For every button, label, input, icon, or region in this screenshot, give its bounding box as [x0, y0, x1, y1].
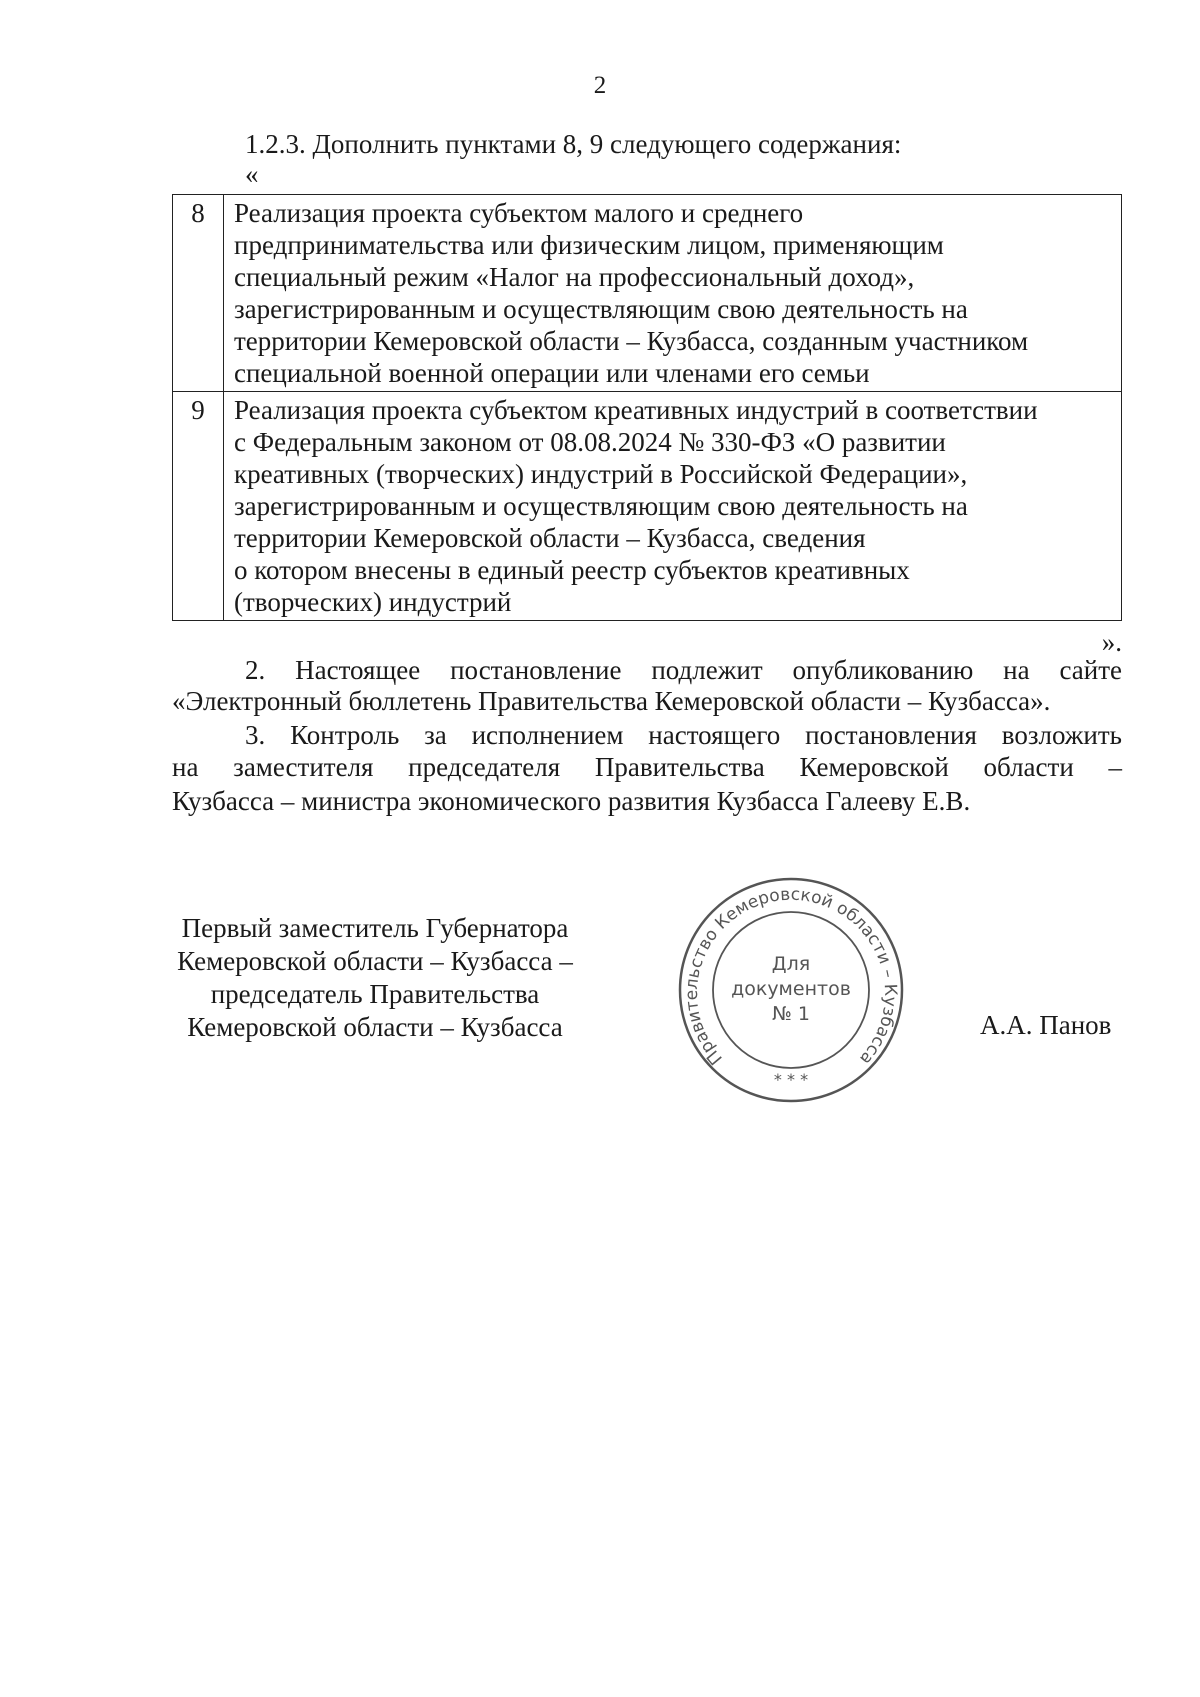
official-stamp: [676, 875, 906, 1105]
stamp-stars: * * *: [773, 1070, 809, 1089]
signer-position-line: Кемеровской области – Кузбасса: [187, 1012, 563, 1042]
stamp-center-line: документов: [731, 978, 851, 1000]
paragraph-2-line: 2. Настоящее постановление подлежит опубликованию на сайте: [245, 655, 1122, 685]
row-text: [224, 195, 1122, 392]
row-text-line: (творческих) индустрий: [234, 587, 512, 617]
row-text-line: зарегистрированным и осуществляющим свою деятельность на: [234, 491, 968, 521]
close-quote: ».: [1101, 627, 1122, 657]
paragraph-3-line: Кузбасса – министра экономического развития Кузбасса Галееву Е.В.: [172, 786, 971, 816]
row-number: 9: [173, 392, 224, 621]
paragraph-2-line: «Электронный бюллетень Правительства Кемеровской области – Кузбасса».: [172, 686, 1051, 716]
row-text: [224, 392, 1122, 621]
amendment-table: [172, 194, 1122, 621]
row-text-line: предпринимательства или физическим лицом, применяющим: [234, 230, 944, 260]
row-text-line: специальный режим «Налог на профессиональный доход»,: [234, 262, 915, 292]
page-number: 2: [593, 72, 607, 99]
row-text-line: Реализация проекта субъектом креативных индустрий в соответствии: [234, 395, 1038, 425]
row-text-line: Реализация проекта субъектом малого и среднего: [234, 198, 804, 228]
paragraph-3-line: 3. Контроль за исполнением настоящего постановления возложить: [245, 720, 1122, 750]
paragraph-3-line: на заместителя председателя Правительства Кемеровской области –: [172, 752, 1122, 782]
table-row: [173, 195, 1122, 392]
row-text-line: территории Кемеровской области – Кузбасса, созданным участником: [234, 326, 1029, 356]
signer-position-line: Кемеровской области – Кузбасса –: [177, 946, 573, 976]
stamp-center-line: Для: [771, 953, 811, 975]
row-text-line: креативных (творческих) индустрий в Российской Федерации»,: [234, 459, 968, 489]
table-row: [173, 392, 1122, 621]
stamp-ring-text: Правительство Кемеровской области – Кузбасса: [681, 884, 901, 1069]
row-text-line: специальной военной операции или членами его семьи: [234, 358, 870, 388]
row-number: 8: [173, 195, 224, 392]
open-quote: «: [245, 159, 259, 189]
signer-name: А.А. Панов: [980, 1010, 1112, 1040]
row-text-line: территории Кемеровской области – Кузбасса, сведения: [234, 523, 866, 553]
row-text-line: зарегистрированным и осуществляющим свою деятельность на: [234, 294, 968, 324]
row-text-line: с Федеральным законом от 08.08.2024 № 330-ФЗ «О развитии: [234, 427, 946, 457]
signer-position-line: Первый заместитель Губернатора: [181, 913, 569, 943]
row-text-line: о котором внесены в единый реестр субъектов креативных: [234, 555, 910, 585]
signer-position: [160, 912, 590, 1044]
signer-position-line: председатель Правительства: [210, 979, 540, 1009]
stamp-center-line: № 1: [772, 1003, 810, 1025]
amendment-intro: 1.2.3. Дополнить пунктами 8, 9 следующего содержания:: [245, 129, 902, 159]
